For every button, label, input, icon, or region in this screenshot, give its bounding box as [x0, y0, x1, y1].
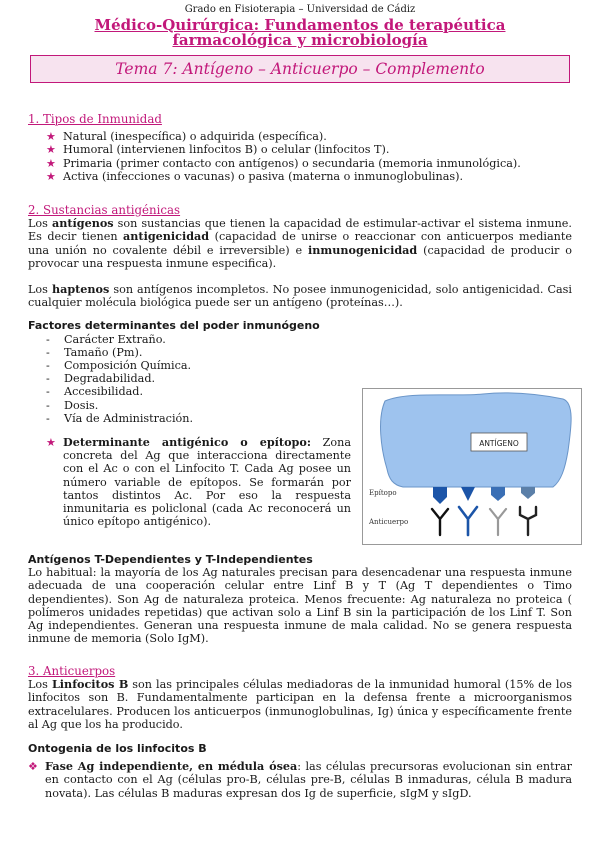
- antigen-label: ANTÍGENO: [479, 439, 519, 448]
- epitope-3: [491, 487, 505, 501]
- epitope-4: [521, 487, 535, 499]
- list-item: - Vía de Administración.: [46, 411, 194, 425]
- course-title: Médico-Quirúrgica: Fundamentos de terapéutica farmacológica y microbiología: [94, 16, 506, 49]
- list-item: - Dosis.: [46, 398, 99, 412]
- list-item: ★ Determinante antigénico o epítopo: Zona concreta del Ag que interacciona directamente con el Ac o con el Linfocito T. Cada Ag posee un número variable de epítopos. Se formarán por tantos distintos Ac. Por eso la respuesta inmunitaria es policlonal (cada Ac reconocerá un único epítopo antigénico).: [46, 435, 351, 529]
- header-top-line: Grado en Fisioterapia – Universidad de Cádiz: [184, 4, 416, 15]
- list-item: ★ Activa (infecciones o vacunas) o pasiva (materna o inmunoglobulinas).: [46, 169, 464, 183]
- section-anticuerpos: [28, 665, 572, 800]
- section-heading: 1. Tipos de Inmunidad: [28, 112, 162, 126]
- epitope-2: [461, 487, 475, 501]
- epitope-1: [433, 487, 447, 504]
- diamond-icon: ❖: [28, 760, 38, 774]
- lymphocyte-paragraph: Los Linfocitos B son las principales células mediadoras de la inmunidad humoral (15% de los linfocitos son B. Fundamentalmente participan en la defensa frente a microorganismos extracelulares. Producen los anticuerpos (inmunoglobulinas, Ig) única y específicamente frente al Ag que los ha producido.: [28, 677, 572, 731]
- section-tipos-inmunidad: [28, 113, 572, 183]
- ontogeny-list: [28, 760, 572, 800]
- list-item: ❖ Fase Ag independiente, en médula ósea: las células precursoras evolucionan sin entrar en contacto con el Ag (células pro-B, células pre-B, células B inmaduras, célula B madura novata). Las células B maduras expresan dos Ig de superficie, sIgM y sIgD.: [28, 759, 572, 800]
- list-item: ★ Natural (inespecífica) o adquirida (específica).: [46, 130, 327, 144]
- section-t-dependientes: [28, 553, 572, 645]
- td-heading: Antígenos T-Dependientes y T-Independientes: [28, 553, 313, 566]
- star-icon: ★: [46, 130, 56, 144]
- immunity-list: [28, 130, 572, 183]
- list-item: ★ Primaria (primer contacto con antígenos) o secundaria (memoria inmunológica).: [46, 156, 521, 170]
- antigen-paragraph: Los antígenos son sustancias que tienen la capacidad de estimular-activar el sistema inmune. Es decir tienen antigenicidad (capacidad de unirse o reaccionar con anticuerpos mediante una unión no covalente débil e irreversible) e inmunogenicidad (capacidad de producir o provocar una respuesta inmune especifica).: [28, 216, 573, 270]
- factors-heading: Factores determinantes del poder inmunógeno: [28, 319, 320, 333]
- topic-title-box: [30, 55, 570, 83]
- antibody-2: [459, 507, 477, 535]
- star-icon: ★: [46, 143, 56, 157]
- epitope-list: [28, 436, 351, 528]
- hapten-paragraph: Los haptenos son antígenos incompletos. No posee inmunogenicidad, solo antigenicidad. Casi cualquier molécula biológica puede ser un antígeno (proteínas…).: [28, 282, 573, 310]
- ontogeny-heading: Ontogenia de los linfocitos B: [28, 742, 207, 756]
- antibody-label: Anticuerpo: [369, 518, 409, 526]
- antibody-3: [490, 509, 506, 535]
- td-paragraph: Lo habitual: la mayoría de los Ag naturales precisan para desencadenar una respuesta inmune adecuada de una cooperación celular entre Linf B y T (Ag T dependientes o Timo dependientes). Son Ag de naturaleza proteica. Menos frecuente: Ag naturaleza no proteica ( polímeros unidades repetidas) que activan solo a Linf B sin la participación de los Linf T. Son Ag independientes. Generan una respuesta inmune de mala calidad. No se genera respuesta inmune de memoria (Solo IgM).: [28, 566, 572, 646]
- list-item: - Accesibilidad.: [46, 385, 143, 399]
- star-icon: ★: [46, 156, 56, 170]
- topic-title: Tema 7: Antígeno – Anticuerpo – Complemento: [115, 60, 485, 78]
- list-item: - Degradabilidad.: [46, 372, 156, 386]
- section-heading: 3. Anticuerpos: [28, 664, 116, 678]
- star-icon: ★: [46, 169, 56, 183]
- list-item: - Composición Química.: [46, 359, 192, 373]
- epitope-label: Epítopo: [369, 489, 397, 497]
- list-item: - Carácter Extraño.: [46, 332, 166, 346]
- list-item: - Tamaño (Pm).: [46, 345, 143, 359]
- antibody-4: [520, 507, 536, 535]
- antigen-antibody-figure: [362, 388, 582, 545]
- antigen-diagram: [363, 389, 581, 544]
- section-heading: 2. Sustancias antigénicas: [28, 203, 181, 217]
- list-item: ★ Humoral (intervienen linfocitos B) o celular (linfocitos T).: [46, 143, 390, 157]
- antibody-1: [432, 509, 448, 535]
- star-icon: ★: [46, 436, 56, 450]
